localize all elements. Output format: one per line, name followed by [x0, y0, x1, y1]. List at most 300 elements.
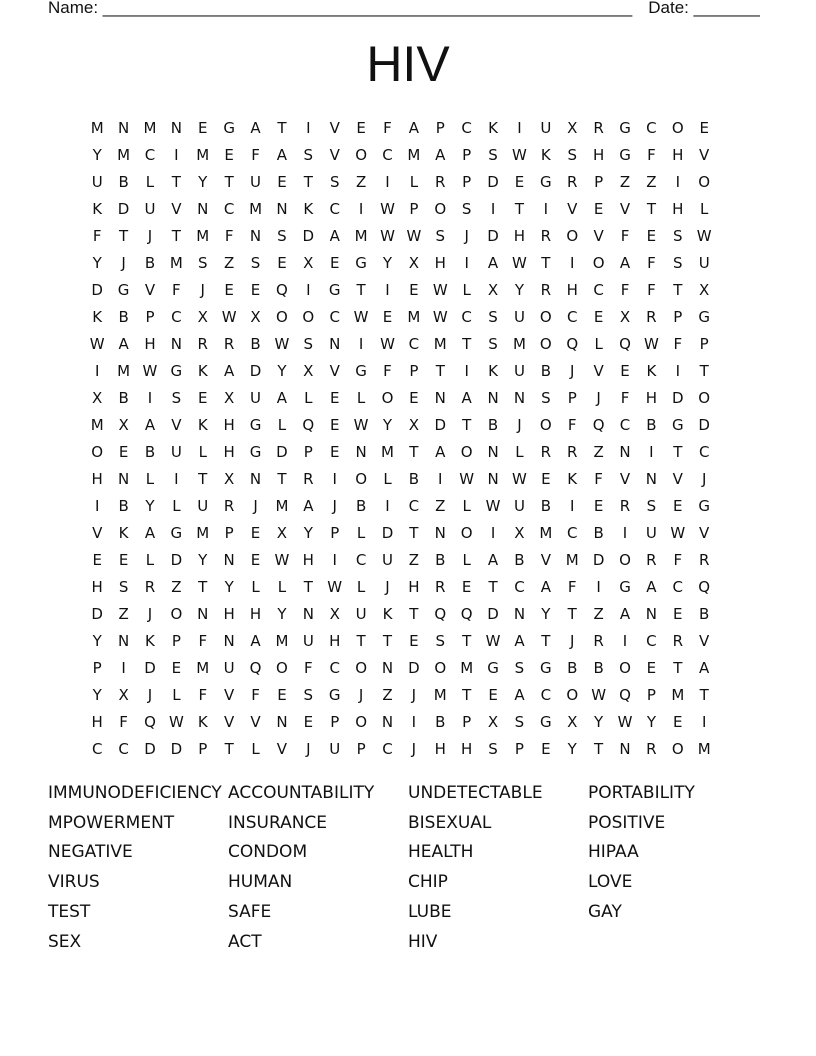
grid-letter: F [647, 145, 656, 164]
grid-letter: V [619, 469, 631, 488]
grid-letter: S [277, 226, 287, 245]
grid-letter: J [121, 253, 126, 272]
grid-letter: D [381, 523, 394, 542]
grid-letter: E [409, 631, 419, 650]
grid-letter: J [332, 496, 337, 515]
grid-letter: C [329, 199, 340, 218]
grid-letter: V [224, 712, 235, 731]
grid-letter: E [488, 685, 498, 704]
grid-letter: B [593, 523, 604, 542]
grid-letter: B [118, 307, 129, 326]
grid-letter: U [540, 118, 552, 137]
grid-letter: U [91, 172, 103, 191]
grid-letter: L [172, 685, 181, 704]
grid-letter: C [461, 118, 472, 137]
grid-letter: B [487, 415, 499, 434]
grid-letter: X [250, 307, 261, 326]
grid-letter: P [699, 334, 709, 353]
grid-letter: M [143, 118, 157, 137]
grid-letter: W [406, 226, 422, 245]
grid-letter: X [118, 415, 129, 434]
grid-letter: E [673, 496, 683, 515]
grid-letter: K [567, 469, 578, 488]
word-list [48, 778, 768, 957]
grid-letter: Y [198, 550, 208, 569]
word-list-item: SAFE [228, 902, 272, 923]
grid-letter: W [142, 361, 158, 380]
grid-letter: E [250, 280, 261, 299]
page-title: HIV [366, 36, 450, 92]
grid-letter: S [461, 199, 472, 218]
grid-letter: I [147, 388, 153, 407]
grid-letter: E [646, 226, 657, 245]
grid-letter: N [434, 523, 446, 542]
grid-letter: L [145, 172, 155, 191]
grid-letter: H [566, 280, 578, 299]
grid-letter: O [276, 658, 288, 677]
grid-letter: E [593, 199, 604, 218]
grid-letter: H [91, 577, 103, 596]
grid-letter: A [540, 577, 551, 596]
grid-letter: Q [592, 415, 605, 434]
grid-letter: Z [224, 253, 235, 272]
grid-letter: I [94, 496, 100, 515]
grid-letter: N [487, 442, 499, 461]
grid-letter: V [92, 523, 103, 542]
grid-letter: A [646, 577, 657, 596]
grid-letter: R [619, 496, 631, 515]
name-field-label: Name: ________________________________________________________ [48, 0, 633, 17]
grid-letter: S [567, 145, 577, 164]
grid-letter: V [250, 712, 261, 731]
grid-letter: A [619, 253, 631, 272]
grid-letter: O [91, 442, 104, 461]
grid-letter: I [174, 469, 179, 488]
grid-letter: Y [92, 253, 102, 272]
grid-letter: U [250, 172, 262, 191]
grid-letter: T [541, 631, 551, 650]
grid-letter: T [224, 172, 234, 191]
grid-letter: L [251, 577, 260, 596]
grid-letter: E [224, 280, 234, 299]
grid-letter: G [170, 523, 183, 542]
grid-letter: T [198, 577, 208, 596]
grid-letter: B [250, 334, 261, 353]
grid-letter: Y [303, 523, 313, 542]
grid-letter: J [570, 631, 575, 650]
grid-letter: Q [619, 685, 631, 704]
grid-letter: P [514, 739, 524, 758]
grid-letter: U [250, 388, 262, 407]
grid-letter: X [224, 388, 235, 407]
grid-letter: O [434, 658, 447, 677]
grid-letter: U [144, 199, 156, 218]
grid-letter: X [197, 307, 208, 326]
grid-letter: M [196, 226, 210, 245]
grid-letter: C [223, 199, 235, 218]
grid-letter: X [276, 523, 288, 542]
grid-letter: M [354, 226, 368, 245]
grid-letter: S [673, 226, 683, 245]
grid-letter: D [249, 361, 262, 380]
grid-letter: G [540, 712, 552, 731]
grid-letter: N [381, 658, 394, 677]
word-list-item: IMMUNODEFICIENCY [48, 782, 222, 803]
grid-letter: L [251, 739, 260, 758]
grid-letter: E [224, 145, 234, 164]
grid-letter: T [303, 172, 313, 191]
grid-letter: J [596, 388, 601, 407]
grid-letter: X [699, 280, 710, 299]
grid-letter: H [672, 145, 684, 164]
grid-letter: N [276, 199, 288, 218]
grid-letter: F [673, 334, 683, 353]
grid-letter: G [619, 577, 631, 596]
grid-letter: D [592, 550, 605, 569]
grid-letter: W [380, 226, 395, 245]
grid-letter: Y [145, 496, 155, 515]
grid-letter: Q [566, 334, 579, 353]
grid-letter: M [539, 523, 553, 542]
grid-letter: Z [593, 604, 604, 623]
grid-letter: E [118, 442, 129, 461]
grid-letter: T [171, 226, 181, 245]
grid-letter: S [303, 334, 314, 353]
grid-row [84, 627, 744, 654]
grid-letter: E [118, 550, 129, 569]
word-list-item: HEALTH [408, 842, 474, 863]
grid-letter: M [275, 496, 289, 515]
grid-letter: O [671, 739, 684, 758]
grid-letter: M [407, 145, 421, 164]
grid-letter: T [541, 253, 551, 272]
grid-letter: T [462, 631, 472, 650]
grid-letter: K [488, 118, 498, 137]
grid-letter: M [671, 685, 685, 704]
word-list-item: ACT [228, 931, 262, 952]
grid-letter: Z [171, 577, 182, 596]
grid-letter: T [567, 604, 577, 623]
grid-letter: L [409, 172, 419, 191]
grid-letter: D [91, 604, 103, 623]
grid-letter: Y [594, 712, 604, 731]
grid-letter: J [200, 280, 205, 299]
grid-letter: N [223, 550, 235, 569]
grid-letter: C [144, 145, 156, 164]
grid-letter: D [144, 739, 156, 758]
grid-letter: D [487, 172, 499, 191]
grid-letter: I [622, 631, 628, 650]
grid-letter: X [303, 361, 314, 380]
grid-letter: K [197, 361, 208, 380]
grid-letter: M [90, 118, 104, 137]
grid-letter: X [92, 388, 103, 407]
word-list-item: PORTABILITY [588, 782, 695, 803]
grid-letter: K [197, 712, 208, 731]
word-list-item: UNDETECTABLE [408, 782, 543, 803]
grid-letter: T [673, 442, 683, 461]
grid-letter: E [198, 388, 208, 407]
grid-letter: E [514, 172, 525, 191]
grid-row [84, 735, 744, 762]
grid-letter: A [514, 685, 525, 704]
grid-letter: I [332, 550, 337, 569]
grid-letter: X [303, 253, 314, 272]
grid-letter: C [540, 685, 552, 704]
grid-letter: F [673, 550, 683, 569]
grid-letter: G [619, 145, 631, 164]
grid-letter: V [224, 685, 235, 704]
grid-letter: O [302, 307, 315, 326]
grid-letter: D [434, 415, 447, 434]
grid-letter: I [385, 280, 390, 299]
grid-letter: W [89, 334, 105, 353]
grid-letter: G [619, 118, 631, 137]
grid-letter: H [223, 415, 235, 434]
grid-letter: N [117, 118, 130, 137]
word-list-item: HIPAA [588, 842, 639, 863]
grid-letter: Z [382, 685, 393, 704]
grid-letter: N [619, 442, 631, 461]
grid-letter: Q [249, 658, 262, 677]
grid-letter: Y [277, 361, 287, 380]
grid-letter: I [596, 577, 601, 596]
grid-letter: B [514, 550, 525, 569]
word-list-row [48, 897, 768, 927]
grid-letter: K [92, 199, 103, 218]
grid-letter: P [409, 361, 419, 380]
grid-letter: O [539, 307, 552, 326]
grid-letter: V [276, 739, 288, 758]
grid-letter: O [355, 469, 367, 488]
grid-letter: A [250, 631, 261, 650]
grid-letter: E [329, 415, 340, 434]
grid-letter: J [147, 226, 153, 245]
grid-letter: J [411, 685, 417, 704]
grid-letter: W [696, 226, 712, 245]
grid-letter: G [698, 307, 710, 326]
grid-letter: H [434, 253, 446, 272]
grid-row [84, 519, 744, 546]
grid-letter: F [251, 145, 260, 164]
grid-letter: E [593, 307, 604, 326]
word-list-item: ACCOUNTABILITY [228, 782, 375, 803]
grid-letter: T [409, 442, 419, 461]
grid-letter: P [303, 442, 313, 461]
grid-letter: H [91, 469, 103, 488]
grid-letter: E [250, 523, 261, 542]
grid-letter: M [117, 361, 131, 380]
grid-letter: I [701, 712, 707, 731]
grid-letter: N [117, 631, 130, 650]
grid-letter: B [118, 172, 129, 191]
grid-letter: B [435, 550, 446, 569]
grid-letter: S [303, 685, 314, 704]
grid-letter: I [675, 172, 680, 191]
grid-letter: V [619, 199, 631, 218]
grid-letter: W [512, 145, 527, 164]
grid-row [84, 330, 744, 357]
grid-letter: W [512, 469, 527, 488]
grid-letter: E [277, 253, 287, 272]
grid-letter: K [118, 523, 129, 542]
grid-letter: F [383, 361, 392, 380]
grid-letter: Z [619, 172, 631, 191]
grid-letter: Y [92, 631, 102, 650]
word-list-item: LOVE [588, 872, 633, 893]
grid-letter: Y [92, 685, 102, 704]
grid-letter: L [594, 334, 603, 353]
grid-letter: K [488, 361, 498, 380]
grid-letter: Y [92, 145, 102, 164]
grid-letter: A [514, 631, 525, 650]
grid-row [84, 222, 744, 249]
grid-letter: A [408, 118, 420, 137]
grid-letter: K [540, 145, 551, 164]
word-list-item: GAY [588, 902, 622, 923]
grid-letter: P [145, 307, 155, 326]
grid-letter: N [513, 388, 526, 407]
grid-letter: K [197, 415, 208, 434]
grid-letter: J [147, 604, 153, 623]
grid-letter: H [302, 550, 314, 569]
grid-row [84, 411, 744, 438]
grid-letter: L [515, 442, 524, 461]
grid-row [84, 249, 744, 276]
grid-letter: P [594, 172, 604, 191]
grid-letter: I [306, 118, 311, 137]
grid-row [84, 465, 744, 492]
grid-letter: N [170, 118, 182, 137]
grid-letter: J [517, 415, 522, 434]
grid-letter: M [117, 145, 131, 164]
grid-letter: T [699, 685, 709, 704]
grid-letter: I [675, 361, 680, 380]
grid-letter: B [435, 712, 446, 731]
word-list-row [48, 778, 768, 808]
word-list-item: TEST [48, 902, 91, 923]
grid-letter: S [488, 334, 498, 353]
grid-letter: C [408, 496, 420, 515]
grid-letter: F [92, 226, 102, 245]
grid-letter: N [302, 604, 314, 623]
grid-letter: J [253, 496, 258, 515]
word-list-item: HUMAN [228, 872, 293, 893]
grid-letter: R [435, 577, 446, 596]
grid-letter: P [224, 523, 234, 542]
grid-letter: L [462, 280, 471, 299]
grid-letter: G [328, 280, 341, 299]
grid-letter: C [566, 307, 578, 326]
grid-letter: A [118, 334, 129, 353]
grid-letter: E [277, 685, 287, 704]
grid-letter: Y [514, 280, 525, 299]
grid-letter: G [249, 415, 262, 434]
grid-letter: E [541, 469, 551, 488]
grid-letter: Y [277, 604, 287, 623]
grid-letter: U [513, 307, 525, 326]
grid-letter: F [383, 118, 392, 137]
grid-letter: I [438, 469, 443, 488]
grid-letter: W [221, 307, 237, 326]
grid-row [84, 303, 744, 330]
grid-letter: T [699, 361, 709, 380]
grid-letter: F [251, 685, 260, 704]
grid-letter: K [92, 307, 103, 326]
grid-letter: I [174, 145, 179, 164]
grid-letter: O [355, 145, 367, 164]
grid-letter: A [487, 550, 499, 569]
grid-letter: G [698, 496, 710, 515]
grid-letter: R [540, 280, 552, 299]
grid-letter: T [224, 739, 234, 758]
grid-letter: C [514, 577, 525, 596]
grid-letter: U [513, 496, 525, 515]
word-list-item: CONDOM [228, 842, 308, 863]
grid-letter: W [591, 685, 607, 704]
grid-letter: W [643, 334, 659, 353]
grid-letter: M [90, 415, 104, 434]
grid-row [84, 195, 744, 222]
grid-letter: T [673, 280, 683, 299]
grid-letter: C [566, 523, 578, 542]
grid-letter: I [385, 496, 390, 515]
grid-letter: A [435, 145, 446, 164]
grid-letter: H [408, 577, 420, 596]
grid-letter: R [646, 739, 657, 758]
grid-letter: H [223, 604, 235, 623]
grid-letter: G [170, 361, 183, 380]
word-list-item: VIRUS [48, 872, 100, 893]
grid-letter: C [171, 307, 182, 326]
grid-letter: H [144, 334, 156, 353]
grid-letter: D [698, 415, 710, 434]
grid-row [84, 141, 744, 168]
grid-letter: U [513, 361, 525, 380]
grid-letter: R [223, 334, 235, 353]
grid-letter: P [567, 388, 577, 407]
grid-letter: V [329, 361, 340, 380]
grid-letter: W [353, 415, 369, 434]
grid-letter: W [459, 469, 475, 488]
grid-letter: J [385, 577, 390, 596]
grid-letter: G [249, 442, 262, 461]
grid-letter: S [514, 712, 525, 731]
grid-letter: C [91, 739, 103, 758]
grid-letter: O [619, 550, 631, 569]
grid-letter: N [249, 226, 262, 245]
grid-letter: M [433, 685, 447, 704]
grid-letter: C [672, 577, 684, 596]
grid-letter: M [196, 523, 210, 542]
grid-letter: N [329, 334, 341, 353]
grid-letter: T [409, 604, 419, 623]
grid-letter: D [487, 604, 499, 623]
grid-letter: P [171, 631, 181, 650]
grid-letter: B [355, 496, 367, 515]
grid-letter: S [329, 172, 340, 191]
grid-letter: W [327, 577, 343, 596]
grid-letter: B [593, 658, 604, 677]
grid-letter: M [381, 442, 394, 461]
grid-letter: R [672, 631, 683, 650]
grid-letter: J [306, 739, 311, 758]
name-date-header [48, 0, 760, 19]
grid-letter: B [408, 469, 420, 488]
grid-letter: R [197, 334, 208, 353]
grid-letter: B [144, 253, 156, 272]
grid-letter: Y [382, 253, 393, 272]
